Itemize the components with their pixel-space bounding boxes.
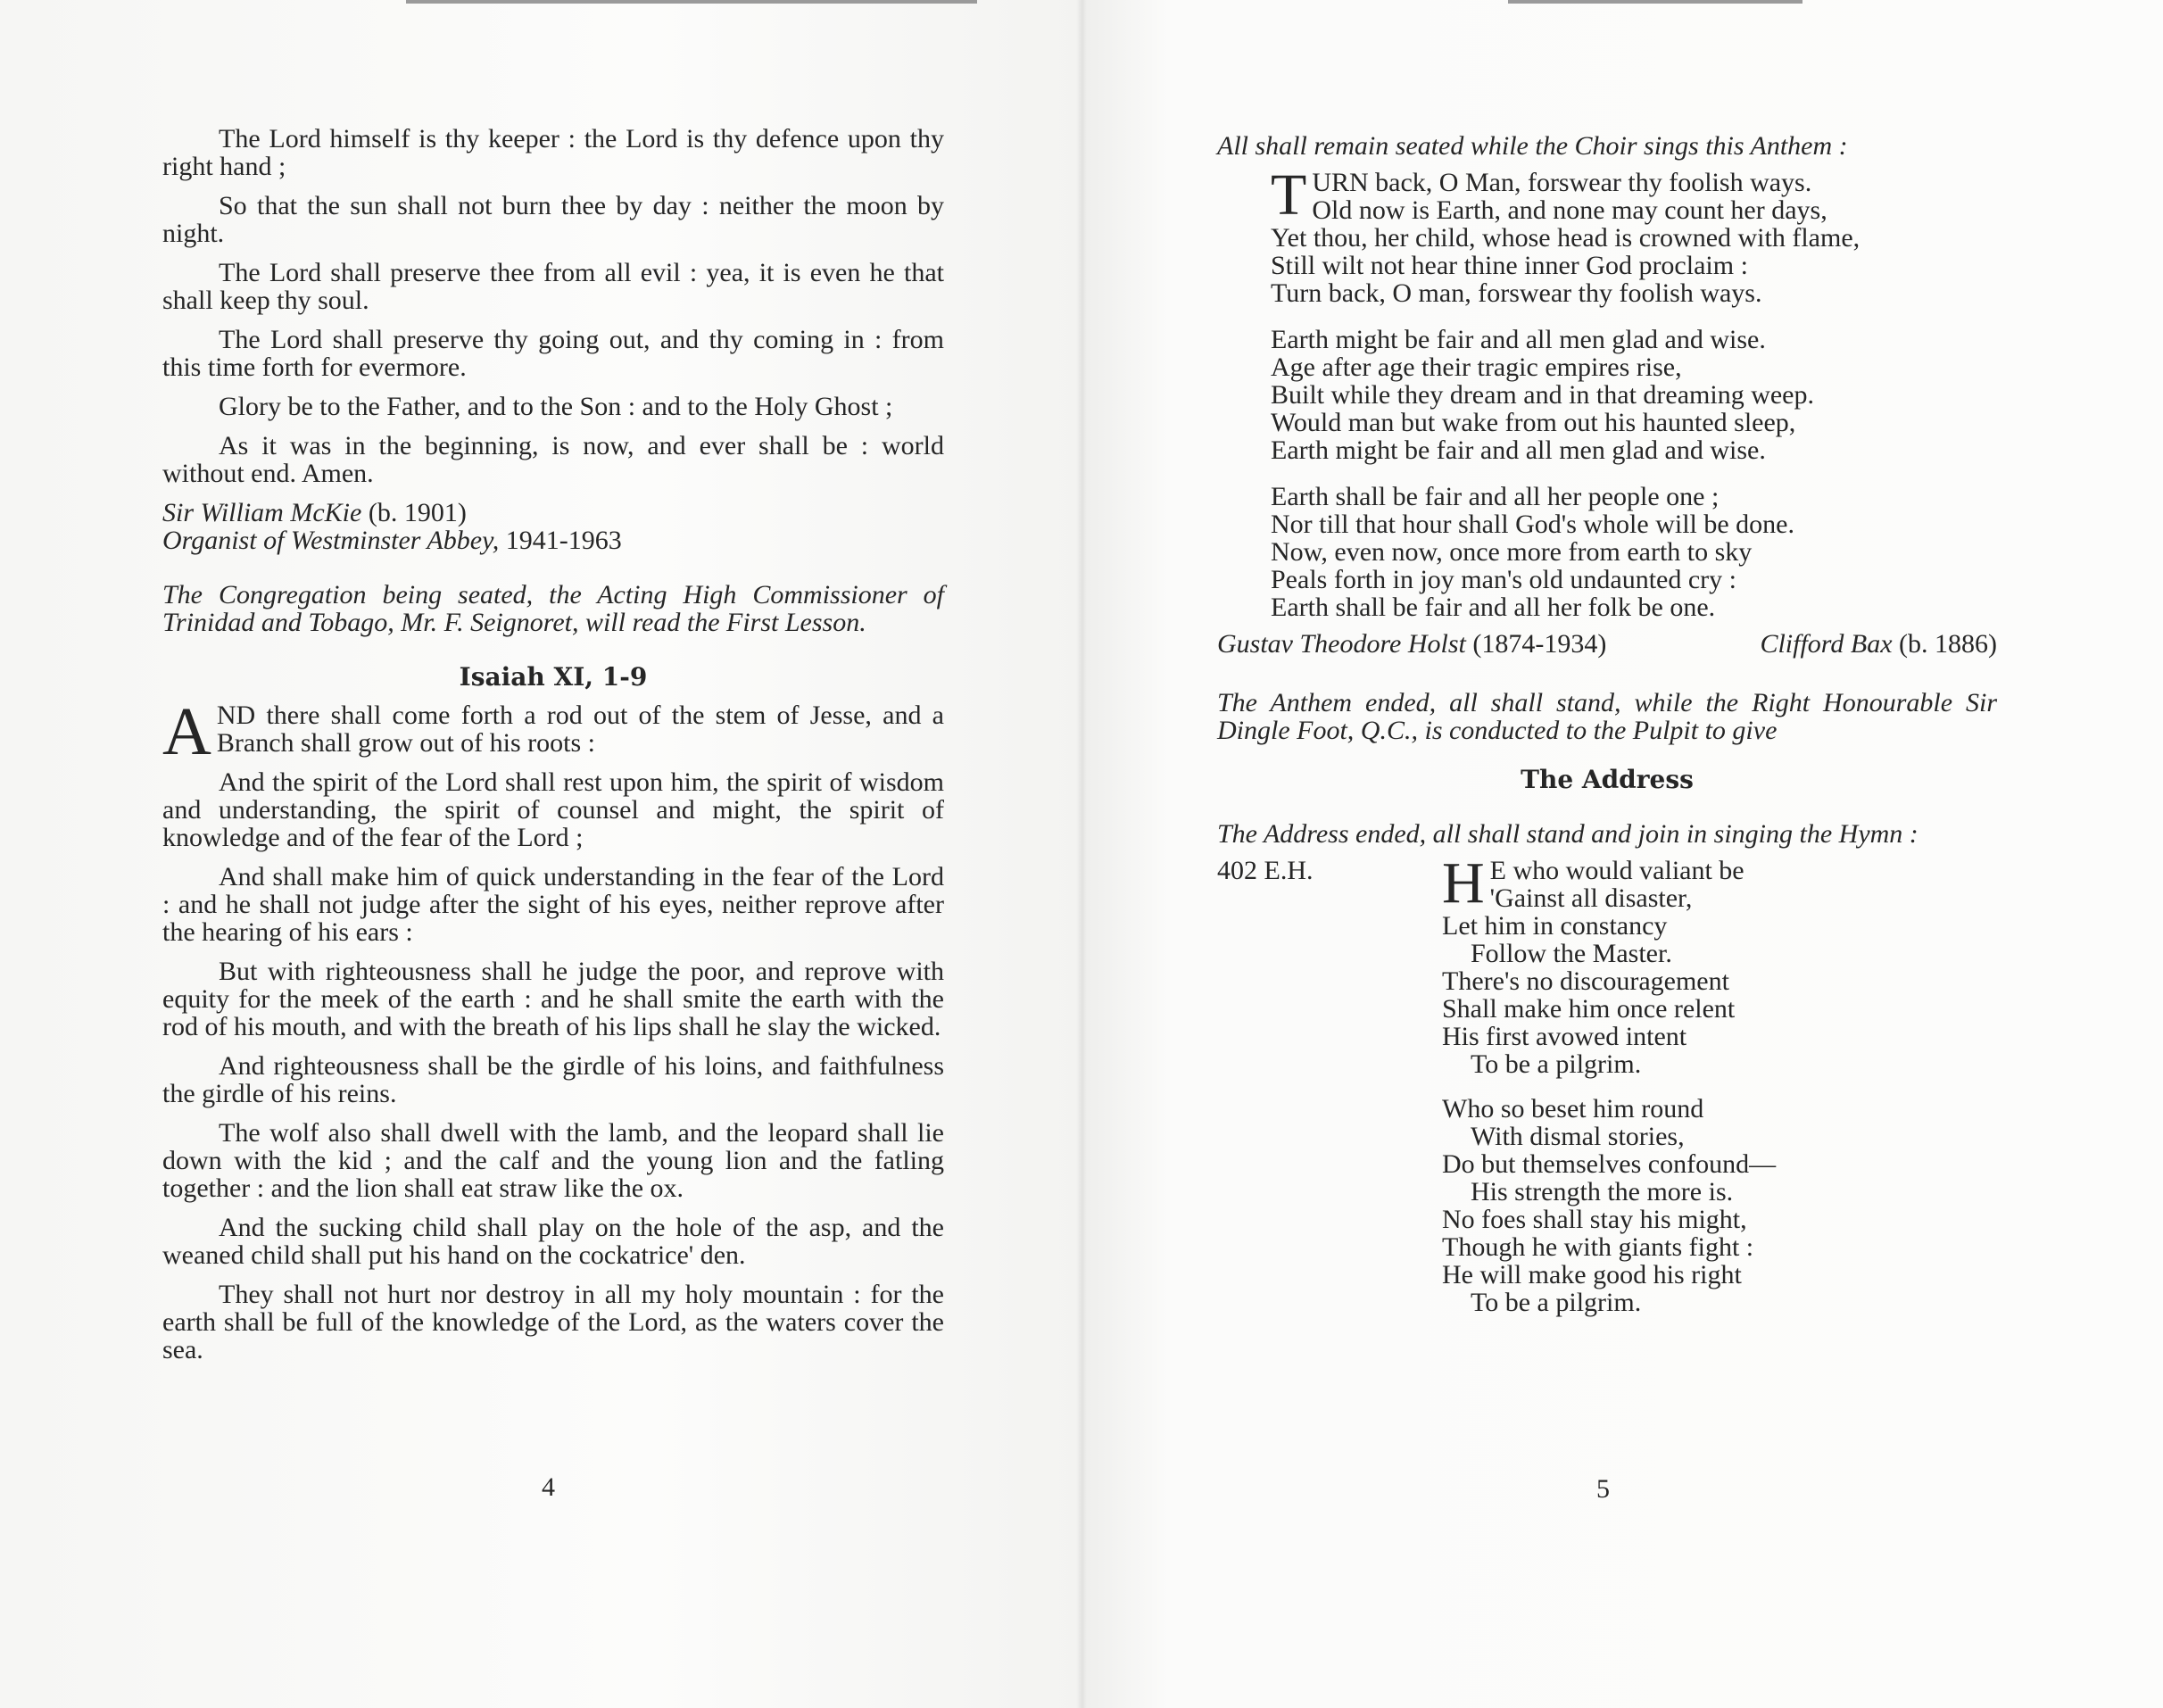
lesson-verse: And the spirit of the Lord shall rest upon him, the spirit of wisdom and understanding, the spirit of counsel and might, the spirit of knowledge and of the fear of the Lord ; bbox=[162, 767, 944, 852]
anthem-line: URN back, O Man, forswear thy foolish ways. bbox=[1312, 168, 1812, 197]
hymn-line: Let him in constancy bbox=[1442, 911, 1668, 941]
hymn-line: Shall make him once relent bbox=[1442, 994, 1736, 1024]
hymn-line: With dismal stories, bbox=[1471, 1122, 1685, 1151]
address-rubric: The Anthem ended, all shall stand, while the Right Honourable Sir Dingle Foot, Q.C., is conducted to the Pulpit to give bbox=[1217, 688, 1997, 745]
anthem-credits bbox=[1217, 630, 1997, 658]
drop-cap: H bbox=[1442, 850, 1485, 916]
anthem-line: Yet thou, her child, whose head is crowned with flame, bbox=[1271, 223, 1861, 253]
hymn-number: 402 E.H. bbox=[1217, 856, 1314, 885]
author-dates: (b. 1886) bbox=[1899, 629, 1997, 659]
author-name: Clifford Bax bbox=[1760, 629, 1893, 659]
composer-credit bbox=[162, 499, 944, 526]
hymn-line: No foes shall stay his might, bbox=[1442, 1205, 1747, 1234]
anthem-line: Nor till that hour shall God's whole will be done. bbox=[1271, 510, 1794, 539]
right-text-column bbox=[1217, 132, 1997, 1333]
hymn-block bbox=[1217, 850, 1997, 1317]
anthem-line: Would man but wake from out his haunted sleep, bbox=[1271, 408, 1796, 437]
anthem-author bbox=[1760, 630, 1997, 658]
lesson-title: Isaiah XI, 1-9 bbox=[459, 662, 648, 692]
anthem-line: Built while they dream and in that dreaming weep. bbox=[1271, 380, 1814, 410]
hymn-stanza bbox=[1442, 1095, 1997, 1316]
anthem-line: Earth shall be fair and all her people one ; bbox=[1271, 482, 1720, 511]
anthem-stanza bbox=[1271, 483, 1997, 621]
composer-dates: (1874-1934) bbox=[1472, 629, 1607, 659]
anthem-line: Now, even now, once more from earth to sky bbox=[1271, 537, 1753, 567]
address-title: The Address bbox=[1521, 765, 1694, 794]
page-number-right: 5 bbox=[1596, 1474, 1610, 1504]
lesson-verse: But with righteousness shall he judge the poor, and reprove with equity for the meek of the earth : and he shall smite the earth with the rod of his mouth, and with the breath of his lips shall he slay the wicked. bbox=[162, 957, 944, 1041]
drop-cap: A bbox=[162, 694, 211, 769]
anthem-line: Earth shall be fair and all her folk be one. bbox=[1271, 593, 1716, 622]
lesson-rubric: The Congregation being seated, the Acting High Commissioner of Trinidad and Tobago, Mr. F. Seignoret, will read the First Lesson. bbox=[162, 580, 944, 637]
psalm-verse: The Lord shall preserve thy going out, and thy coming in : from this time forth for evermore. bbox=[162, 325, 944, 382]
book-gutter bbox=[1076, 0, 1087, 1708]
composer-title-line bbox=[162, 526, 944, 554]
hymn-line: There's no discouragement bbox=[1442, 966, 1729, 996]
anthem-line: Age after age their tragic empires rise, bbox=[1271, 352, 1682, 382]
lesson-first-verse bbox=[162, 694, 944, 769]
page-number-left: 4 bbox=[542, 1472, 555, 1502]
hymn-line: Who so beset him round bbox=[1442, 1094, 1704, 1123]
top-edge-shadow bbox=[406, 0, 977, 4]
hymn-line: Though he with giants fight : bbox=[1442, 1232, 1754, 1262]
composer-name: Gustav Theodore Holst bbox=[1217, 629, 1466, 659]
anthem-stanza bbox=[1271, 326, 1997, 464]
composer-years: 1941-1963 bbox=[505, 526, 622, 555]
anthem-line: Still wilt not hear thine inner God proclaim : bbox=[1271, 251, 1748, 280]
lesson-verse: And shall make him of quick understanding in the fear of the Lord : and he shall not judge after the sight of his eyes, neither reprove after the hearing of his ears : bbox=[162, 862, 944, 947]
hymn-line: He will make good his right bbox=[1442, 1260, 1742, 1289]
lesson-verse: They shall not hurt nor destroy in all my holy mountain : for the earth shall be full of the knowledge of the Lord, as the waters cover the sea. bbox=[162, 1280, 944, 1364]
anthem-line: Peals forth in joy man's old undaunted cry : bbox=[1271, 565, 1736, 594]
left-text-column bbox=[162, 125, 944, 1375]
anthem-composer bbox=[1217, 630, 1606, 658]
lesson-verse: And the sucking child shall play on the hole of the asp, and the weaned child shall put his hand on the cockatrice' den. bbox=[162, 1213, 944, 1270]
anthem-stanza bbox=[1271, 162, 1997, 308]
hymn-line: Do but themselves confound— bbox=[1442, 1149, 1777, 1179]
anthem-line: Earth might be fair and all men glad and wise. bbox=[1271, 325, 1766, 354]
hymn-line: His strength the more is. bbox=[1471, 1177, 1734, 1206]
psalm-verse: As it was in the beginning, is now, and ever shall be : world without end. Amen. bbox=[162, 431, 944, 488]
hymn-text bbox=[1442, 850, 1997, 1317]
drop-cap: T bbox=[1271, 162, 1307, 228]
hymn-rubric: The Address ended, all shall stand and join in singing the Hymn : bbox=[1217, 819, 1919, 849]
psalm-verse: So that the sun shall not burn thee by day : neither the moon by night. bbox=[162, 191, 944, 248]
lesson-first-text: ND there shall come forth a rod out of the stem of Jesse, and a Branch shall grow out of his roots : bbox=[216, 701, 944, 758]
hymn-stanza bbox=[1442, 850, 1997, 1079]
psalm-verse: The Lord shall preserve thee from all evil : yea, it is even he that shall keep thy soul. bbox=[162, 258, 944, 315]
anthem-rubric: All shall remain seated while the Choir sings this Anthem : bbox=[1217, 131, 1848, 161]
anthem-line: Old now is Earth, and none may count her days, bbox=[1312, 195, 1827, 225]
hymn-line: Follow the Master. bbox=[1471, 939, 1672, 968]
composer-born: (b. 1901) bbox=[368, 498, 467, 527]
top-edge-shadow bbox=[1508, 0, 1802, 4]
anthem-line: Turn back, O man, forswear thy foolish ways. bbox=[1271, 278, 1762, 308]
psalm-verse: Glory be to the Father, and to the Son : and to the Holy Ghost ; bbox=[219, 392, 893, 421]
hymn-line: His first avowed intent bbox=[1442, 1022, 1687, 1051]
hymn-line: To be a pilgrim. bbox=[1471, 1049, 1642, 1079]
lesson-verse: And righteousness shall be the girdle of his loins, and faithfulness the girdle of his reins. bbox=[162, 1051, 944, 1108]
composer-title: Organist of Westminster Abbey, bbox=[162, 526, 500, 555]
psalm-verse: The Lord himself is thy keeper : the Lord is thy defence upon thy right hand ; bbox=[162, 124, 944, 181]
lesson-verse: The wolf also shall dwell with the lamb, and the leopard shall lie down with the kid ; and the calf and the young lion and the fatling together : and the lion shall eat straw like the ox. bbox=[162, 1118, 944, 1203]
hymn-line: E who would valiant be bbox=[1489, 856, 1744, 885]
anthem-line: Earth might be fair and all men glad and wise. bbox=[1271, 435, 1766, 465]
composer-name: Sir William McKie bbox=[162, 498, 362, 527]
hymn-line: To be a pilgrim. bbox=[1471, 1288, 1642, 1317]
hymn-line: 'Gainst all disaster, bbox=[1489, 883, 1693, 913]
